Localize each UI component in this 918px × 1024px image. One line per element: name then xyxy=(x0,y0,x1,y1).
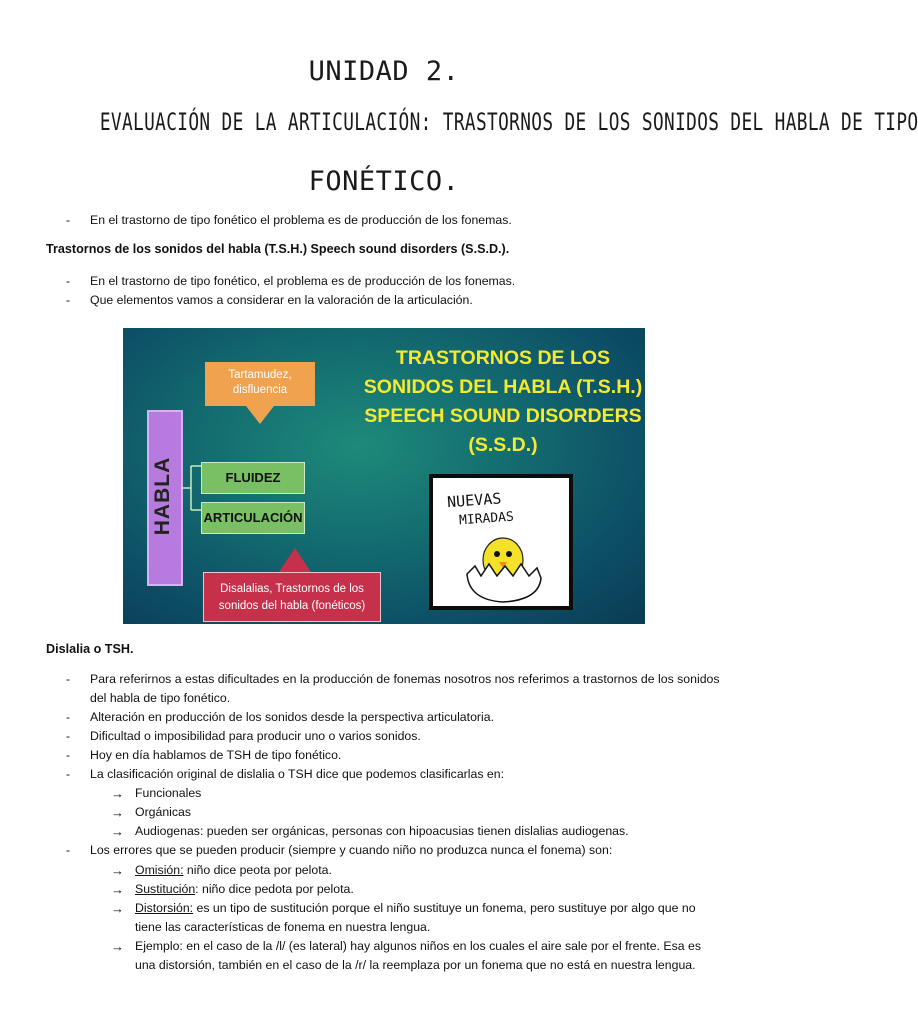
arrow-icon: → xyxy=(111,824,124,839)
bullet-text: En el trastorno de tipo fonético, el problema es de producción de los fonemas. xyxy=(90,274,516,288)
dyslalia-label: Disalalias, Trastornos de los xyxy=(220,583,364,595)
sub-item-text: una distorsión, también en el caso de la /r/ la reemplaza por un fonema que no está en nuestra lengua. xyxy=(135,958,696,972)
slide-title-line: SONIDOS DEL HABLA (T.S.H.) xyxy=(363,376,643,398)
sub-item-text xyxy=(135,880,725,899)
bullet-dash: - xyxy=(66,729,71,743)
slide-title xyxy=(351,344,655,460)
term-definition: : niño dice pedota por pelota. xyxy=(195,882,354,896)
slide-title-line: TRASTORNOS DE LOS xyxy=(395,347,611,369)
slide-title-line: SPEECH SOUND DISORDERS xyxy=(364,405,642,427)
sub-item-text: Funcionales xyxy=(135,786,202,800)
bullet-text: Que elementos vamos a considerar en la valoración de la articulación. xyxy=(90,293,473,307)
up-arrow-icon xyxy=(279,548,311,572)
stuttering-label: Tartamudez, xyxy=(228,369,292,381)
bullet-text: Hoy en día hablamos de TSH de tipo fonético. xyxy=(90,748,342,762)
fluency-box: FLUIDEZ xyxy=(201,462,305,494)
bullet-dash: - xyxy=(66,710,71,724)
term-sustitucion: Sustitución xyxy=(135,882,196,896)
arrow-icon: → xyxy=(111,863,124,878)
nuevas-miradas-logo xyxy=(429,474,573,610)
bullet-dash: - xyxy=(66,843,71,857)
bullet-text: Para referirnos a estas dificultades en la producción de fonemas nosotros nos referimos a trastornos de los sonidos xyxy=(90,672,720,686)
section-heading-dislalia: Dislalia o TSH. xyxy=(46,642,134,656)
down-arrow-icon xyxy=(246,406,274,424)
arrow-icon: → xyxy=(111,805,124,820)
sub-item-text: Ejemplo: en el caso de la /l/ (es lateral) hay algunos niños en los cuales el aire sale por el frente. Esa es xyxy=(135,939,701,953)
bullet-dash: - xyxy=(66,672,71,686)
sub-item-text: Audiogenas: pueden ser orgánicas, personas con hipoacusias tienen dislalias audiogenas. xyxy=(135,824,629,838)
section-heading-tsh: Trastornos de los sonidos del habla (T.S.H.) Speech sound disorders (S.S.D.). xyxy=(46,242,510,256)
sub-item-text xyxy=(135,899,725,918)
bullet-dash: - xyxy=(66,274,71,288)
document-title: EVALUACIÓN DE LA ARTICULACIÓN: TRASTORNOS DE LOS SONIDOS DEL HABLA DE TIPO xyxy=(99,108,918,136)
stuttering-box xyxy=(205,362,315,406)
logo-word-1: NUEVAS xyxy=(446,489,502,512)
arrow-icon: → xyxy=(111,882,124,897)
bullet-dash: - xyxy=(66,748,71,762)
bullet-dash: - xyxy=(66,293,71,307)
bullet-text: Los errores que se pueden producir (siempre y cuando niño no produzca nunca el fonema) son: xyxy=(90,843,613,857)
term-distorsion: Distorsión: xyxy=(135,901,194,915)
dyslalia-label-continued: sonidos del habla (fonéticos) xyxy=(218,600,366,612)
chick-icon xyxy=(433,478,569,606)
term-definition: niño dice peota por pelota. xyxy=(183,863,332,877)
term-definition: es un tipo de sustitución porque el niño sustituye un fonema, pero sustituye por algo que no xyxy=(193,901,696,915)
dyslalia-box xyxy=(203,572,381,622)
document-title-continued: FONÉTICO. xyxy=(308,166,460,197)
bullet-text: del habla de tipo fonético. xyxy=(90,691,231,705)
articulation-box: ARTICULACIÓN xyxy=(201,502,305,534)
sub-item-text: Orgánicas xyxy=(135,805,192,819)
arrow-icon: → xyxy=(111,901,124,916)
sub-item-text: tiene las características de fonema en nuestra lengua. xyxy=(135,920,431,934)
logo-word-2: MIRADAS xyxy=(458,509,515,529)
unit-title: UNIDAD 2. xyxy=(308,56,460,87)
bullet-dash: - xyxy=(66,767,71,781)
disfluency-label: disfluencia xyxy=(232,384,288,396)
bullet-text: En el trastorno de tipo fonético el problema es de producción de los fonemas. xyxy=(90,213,512,227)
slide-title-line: (S.S.D.) xyxy=(468,434,538,456)
arrow-icon: → xyxy=(111,939,124,954)
bullet-text: Alteración en producción de los sonidos desde la perspectiva articulatoria. xyxy=(90,710,494,724)
arrow-icon: → xyxy=(111,786,124,801)
bullet-text: Dificultad o imposibilidad para producir uno o varios sonidos. xyxy=(90,729,421,743)
habla-label: HABLA xyxy=(151,456,174,536)
slide-image xyxy=(123,328,645,624)
bullet-dash: - xyxy=(66,213,71,227)
sub-item-text xyxy=(135,861,725,880)
bullet-text: La clasificación original de dislalia o TSH dice que podemos clasificarlas en: xyxy=(90,767,504,781)
term-omision: Omisión: xyxy=(135,863,184,877)
